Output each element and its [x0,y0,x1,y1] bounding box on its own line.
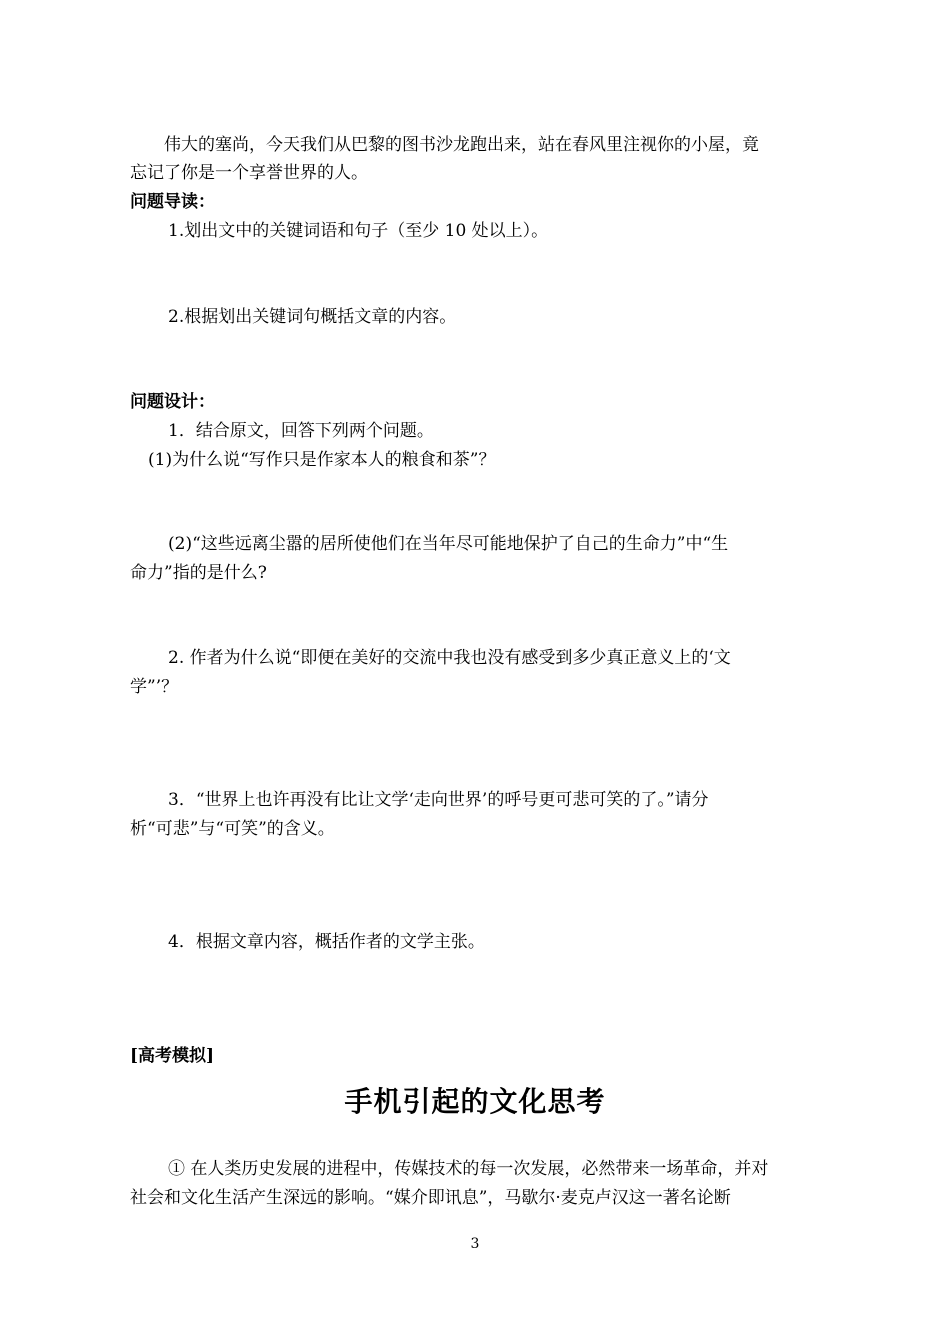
page-number: 3 [470,1236,480,1252]
reading-guide-question-2: 2.根据划出关键词句概括文章的内容。 [168,307,457,327]
article-para-1-line-2: 社会和文化生活产生深远的影响。“媒介即讯息”，马歇尔·麦克卢汉这一著名论断 [130,1188,731,1208]
question-3-line-1: 3．“世界上也许再没有比让文学‘走向世界’的呼号更可悲可笑的了。”请分 [168,790,709,810]
passage-line-2: 忘记了你是一个享誉世界的人。 [130,163,368,183]
exam-sim-label: [高考模拟] [130,1046,215,1066]
reading-guide-heading: 问题导读： [130,192,215,212]
question-1: 1．结合原文，回答下列两个问题。 [168,421,434,441]
article-para-1-line-1: ① 在人类历史发展的进程中，传媒技术的每一次发展，必然带来一场革命，并对 [168,1159,769,1179]
question-1-sub-2-line-1: (2)“这些远离尘嚣的居所使他们在当年尽可能地保护了自己的生命力”中“生 [168,534,729,554]
article-title: 手机引起的文化思考 [344,1085,606,1118]
question-1-sub-2-line-2: 命力”指的是什么? [130,563,267,583]
question-4: 4．根据文章内容，概括作者的文学主张。 [168,932,485,952]
question-2-line-2: 学”’？ [130,677,179,697]
passage-line-1: 伟大的塞尚，今天我们从巴黎的图书沙龙跑出来，站在春风里注视你的小屋，竟 [164,135,759,155]
reading-guide-question-1: 1.划出文中的关键词语和句子（至少 10 处以上）。 [168,221,549,241]
question-3-line-2: 析“可悲”与“可笑”的含义。 [130,819,335,839]
question-2-line-1: 2. 作者为什么说“即便在美好的交流中我也没有感受到多少真正意义上的‘文 [168,648,731,668]
question-design-heading: 问题设计： [130,392,215,412]
question-1-sub-1: (1)为什么说“写作只是作家本人的粮食和茶”？ [148,450,496,470]
